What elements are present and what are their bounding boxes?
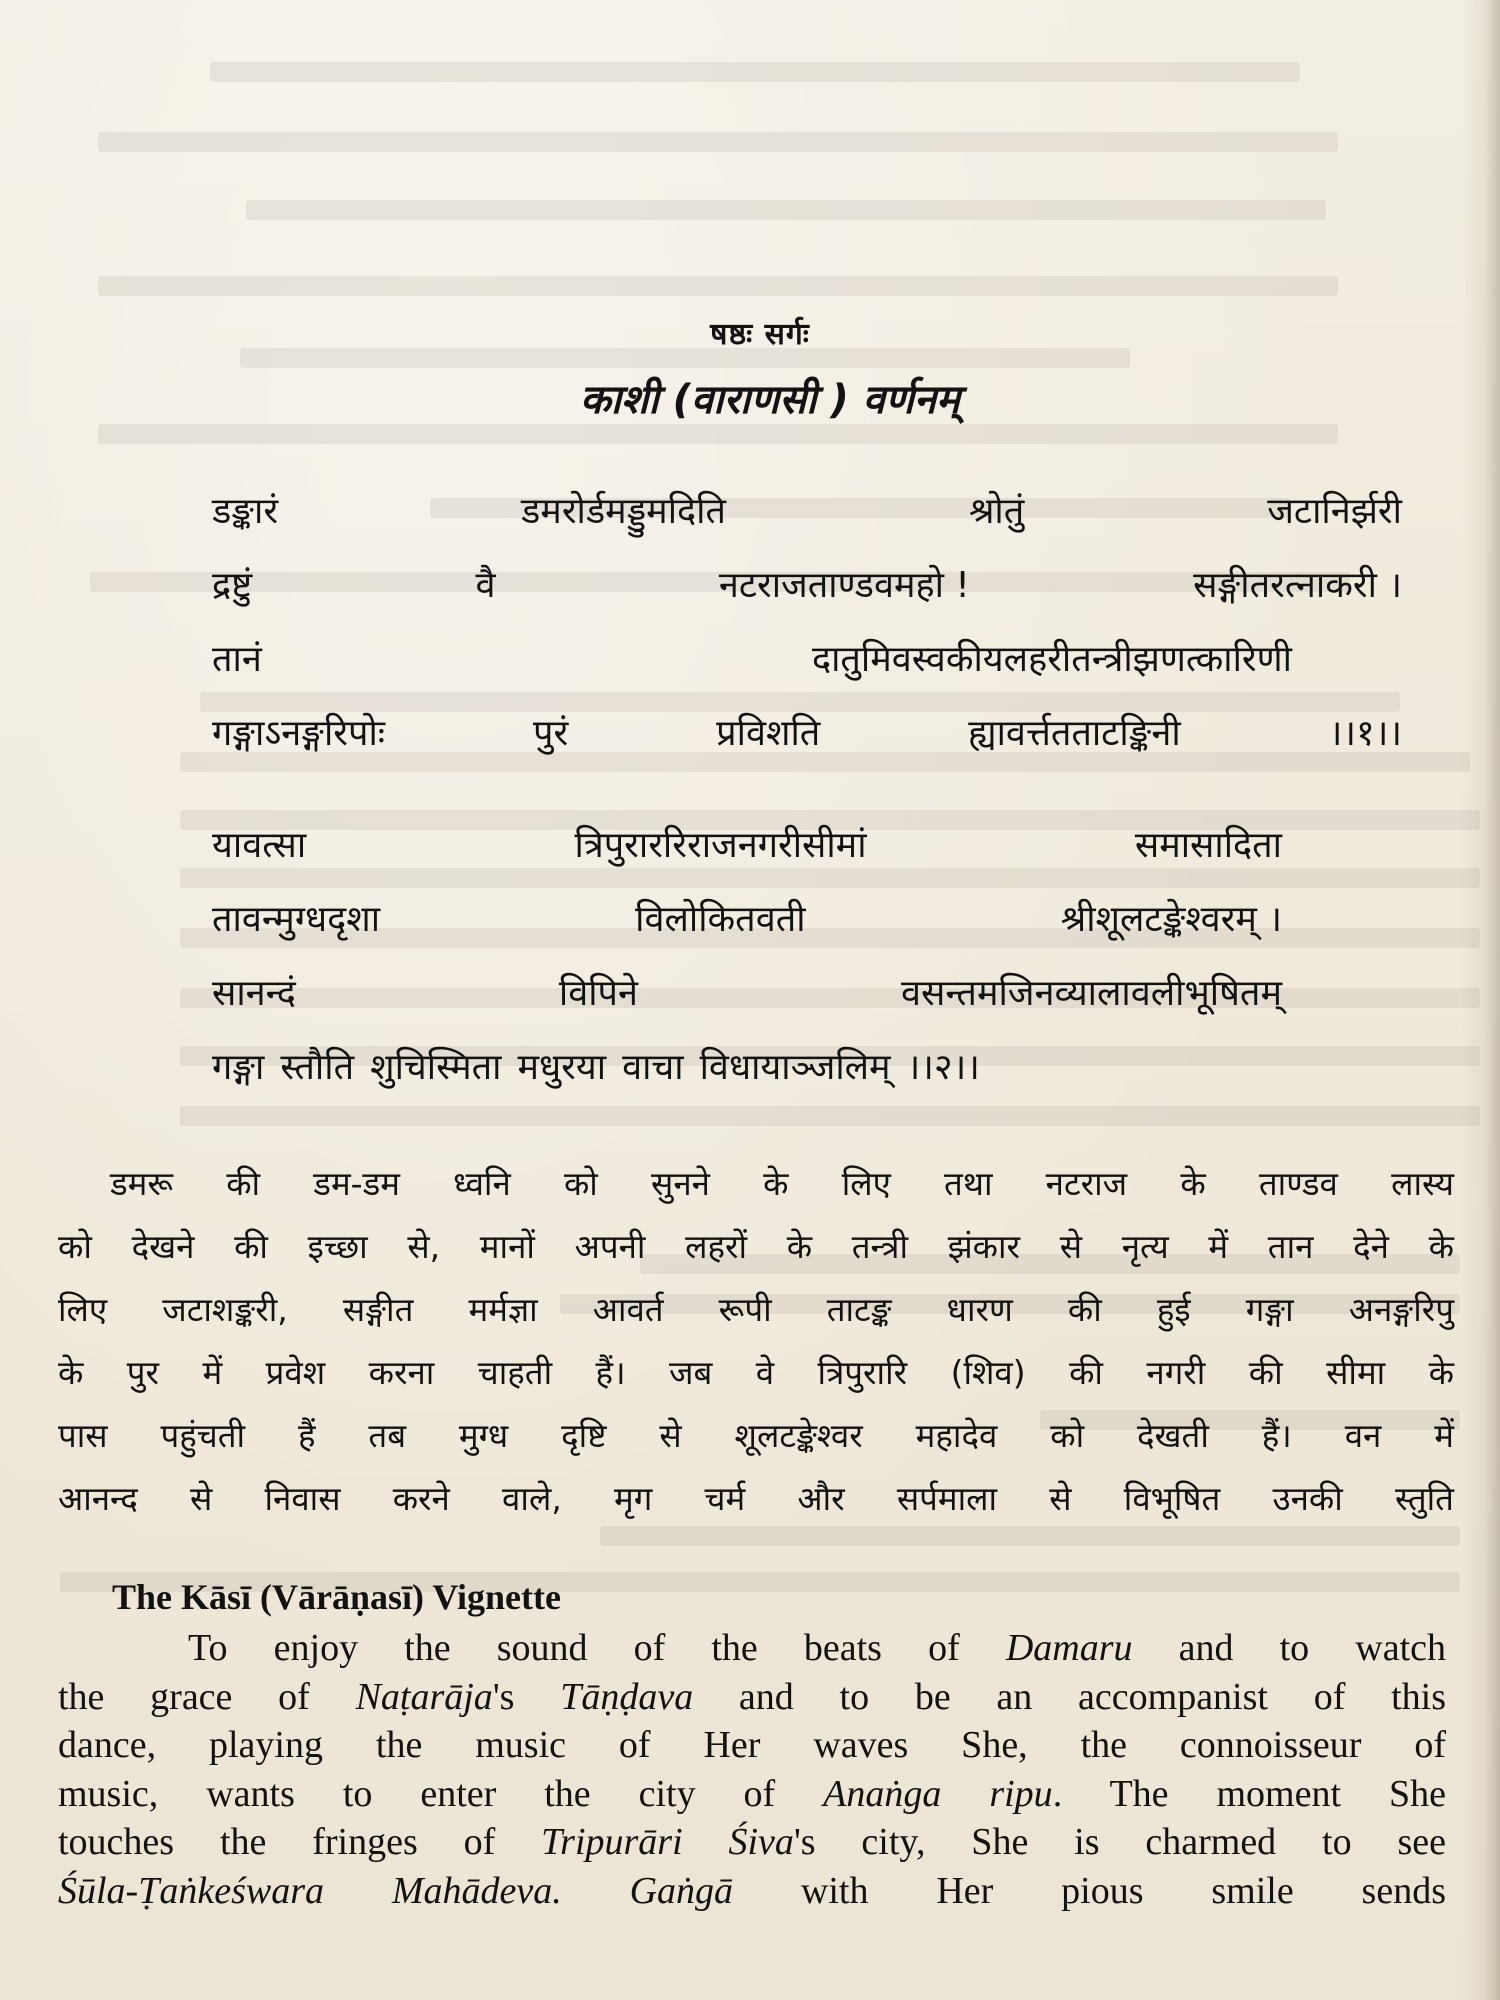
page-edge-shadow: [1462, 0, 1500, 2000]
verse-1-line-3: तानं दातुमिवस्वकीयलहरीतन्त्रीझणत्कारिणी: [212, 639, 1292, 680]
commentary-line: आनन्द से निवास करने वाले, मृग चर्म और सर्पमाला से विभूषित उनकी स्तुति: [58, 1479, 1454, 1518]
hindi-commentary: [58, 1152, 1454, 1530]
commentary-line: डमरू की डम-डम ध्वनि को सुनने के लिए तथा नटराज के ताण्डव लास्य: [110, 1164, 1454, 1203]
translation-line: dance, playing the music of Her waves She, the connoisseur of: [58, 1724, 1446, 1766]
verse-2-line-3: सानन्दं विपिने वसन्तमजिनव्यालावलीभूषितम्: [212, 973, 1282, 1014]
canto-heading: षष्ठः सर्गः: [710, 317, 810, 352]
verse-1-line-2: द्रष्टुं वै नटराजताण्डवमहो ! सङ्गीतरत्नाकरी ।: [212, 565, 1402, 606]
translation-line: the grace of Naṭarāja's Tāṇḍava and to be an accompanist of this: [58, 1675, 1446, 1718]
translation-line: touches the fringes of Tripurāri Śiva's city, She is charmed to see: [58, 1821, 1446, 1863]
translation-line: To enjoy the sound of the beats of Damaru and to watch: [188, 1627, 1446, 1669]
verse-1-line-4: गङ्गाऽनङ्गरिपोः पुरं प्रविशति ह्यावर्त्ततताटङ्किनी ।।१।।: [212, 713, 1402, 754]
english-translation: [58, 1624, 1446, 1915]
commentary-line: लिए जटाशङ्करी, सङ्गीत मर्मज्ञा आवर्त रूपी ताटङ्क धारण की हुई गङ्गा अनङ्गरिपु: [58, 1290, 1454, 1329]
commentary-line: को देखने की इच्छा से, मानों अपनी लहरों के तन्त्री झंकार से नृत्य में तान देने के: [58, 1227, 1454, 1266]
chapter-title: काशी (वाराणसी ) वर्णनम्: [580, 377, 960, 423]
english-heading: The Kāsī (Vārāṇasī) Vignette: [112, 1577, 561, 1617]
commentary-line: पास पहुंचती हैं तब मुग्ध दृष्टि से शूलटङ्केश्वर महादेव को देखती हैं। वन में: [58, 1416, 1454, 1455]
translation-line: Śūla-Ṭaṅkeśwara Mahādeva. Gaṅgā with Her pious smile sends: [58, 1869, 1446, 1912]
verse-2-line-4: गङ्गा स्तौति शुचिस्मिता मधुरया वाचा विधायाञ्जलिम् ।।२।।: [212, 1047, 980, 1088]
commentary-line: के पुर में प्रवेश करना चाहती हैं। जब वे त्रिपुरारि (शिव) की नगरी की सीमा के: [58, 1353, 1454, 1392]
verse-1-line-1: डङ्कारं डमरोर्डमड्डुमदिति श्रोतुं जटानिर्झरी: [212, 491, 1402, 532]
translation-line: music, wants to enter the city of Anaṅga ripu. The moment She: [58, 1772, 1446, 1815]
verse-2-line-2: तावन्मुग्धदृशा विलोकितवती श्रीशूलटङ्केश्वरम् ।: [212, 899, 1282, 940]
verse-2-line-1: यावत्सा त्रिपुराररिराजनगरीसीमां समासादिता: [212, 825, 1282, 866]
